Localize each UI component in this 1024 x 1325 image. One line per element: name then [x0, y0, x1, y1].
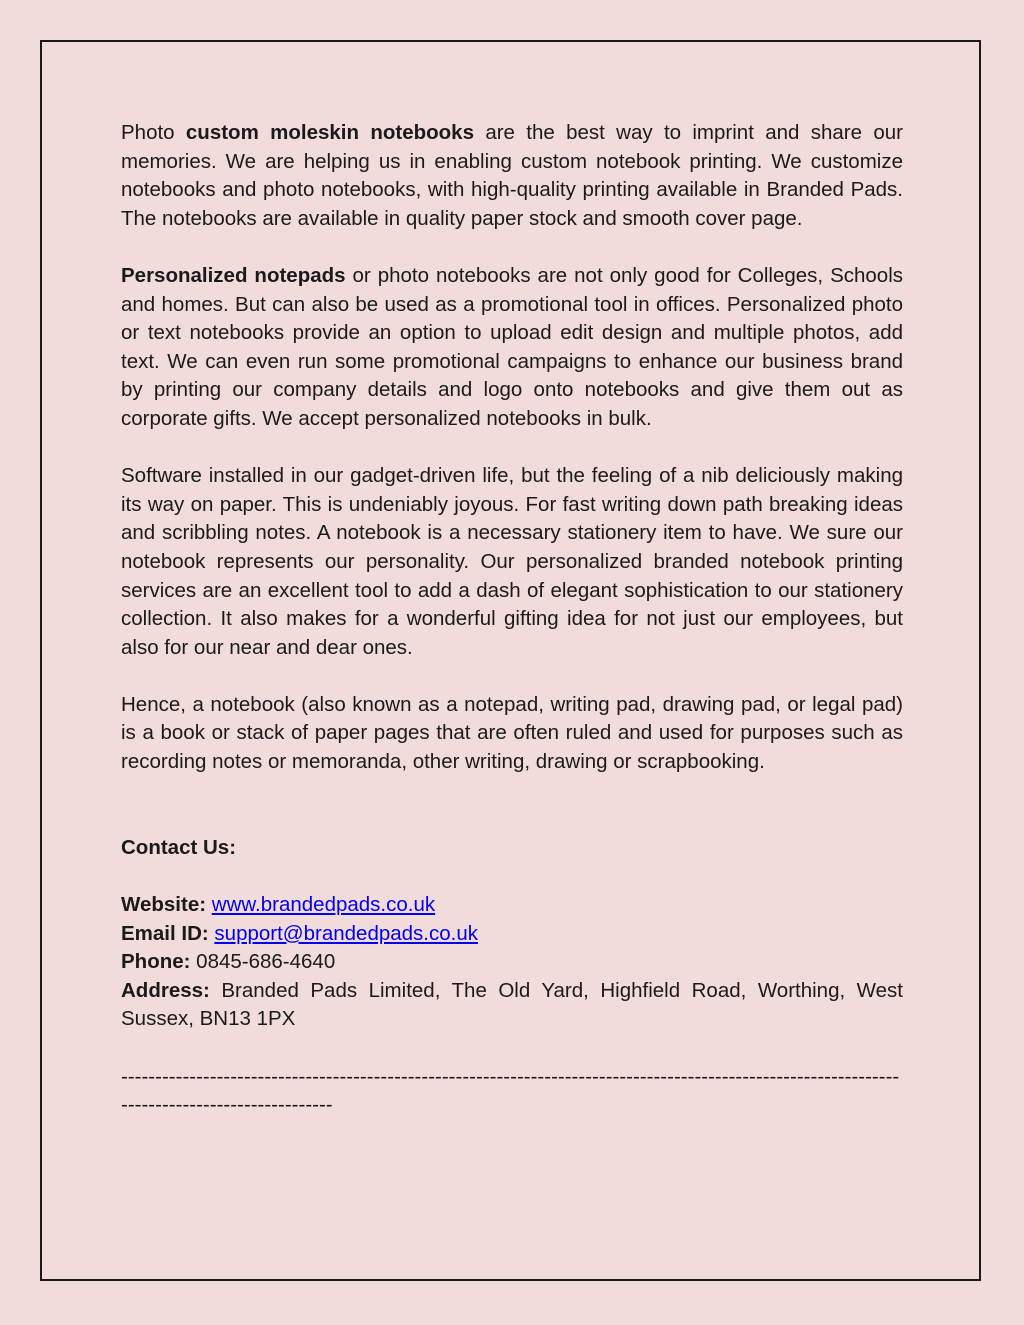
dashed-divider: ------------------------------------------------------------------------------------------------------------------------------------------------- — [121, 1064, 900, 1117]
document-body — [121, 119, 903, 1120]
software-paragraph: Software installed in our gadget-driven life, but the feeling of a nib deliciously making its way on paper. This is undeniably joyous. For fast writing down path breaking ideas and scribbling notes. A notebook is a necessary stationery item to have. We sure our notebook represents our personality. Our personalized branded notebook printing services are an excellent tool to add a dash of elegant sophistication to our stationery collection. It also makes for a wonderful gifting idea for not just our employees, but also for our near and dear ones. — [121, 464, 903, 659]
contact-website-row — [121, 891, 903, 920]
address-value: Branded Pads Limited, The Old Yard, Highfield Road, Worthing, West Sussex, BN13 1PX — [121, 978, 904, 1031]
phone-value: 0845-686-4640 — [196, 950, 336, 974]
intro-paragraph: Photo custom moleskin notebooks are the best way to imprint and share our memories. We are helping us in enabling custom notebook printing. We customize notebooks and photo notebooks, with high-quality printing available in Branded Pads. The notebooks are available in quality paper stock and smooth cover page. — [121, 121, 903, 230]
custom-moleskin-notebooks-keyword: custom moleskin notebooks — [185, 121, 474, 144]
phone-label: Phone: — [121, 950, 191, 974]
personalized-notepads-keyword: Personalized notepads — [121, 263, 346, 287]
contact-phone-row — [121, 948, 903, 977]
personalized-notepads-paragraph: Personalized notepads or photo notebooks are not only good for Colleges, Schools and homes. But can also be used as a promotional tool in offices. Personalized photo or text notebooks provide an option to upload edit design and multiple photos, add text. We can even run some promotional campaigns to enhance our business brand by printing our company details and logo onto notebooks and give them out as corporate gifts. We accept personalized notebooks in bulk. — [121, 263, 904, 430]
notebook-definition-paragraph: Hence, a notebook (also known as a notepad, writing pad, drawing pad, or legal pad) is a book or stack of paper pages that are often ruled and used for purposes such as recording notes or memoranda, other writing, drawing or scrapbooking. — [121, 692, 903, 774]
email-label: Email ID: — [121, 921, 209, 945]
email-link[interactable]: support@brandedpads.co.uk — [214, 921, 478, 945]
website-link[interactable]: www.brandedpads.co.uk — [211, 893, 436, 917]
contact-heading: Contact Us: — [121, 835, 237, 859]
address-label: Address: — [121, 978, 210, 1002]
website-label: Website: — [121, 893, 207, 917]
contact-address-row — [121, 977, 903, 1034]
contact-email-row — [121, 920, 903, 949]
